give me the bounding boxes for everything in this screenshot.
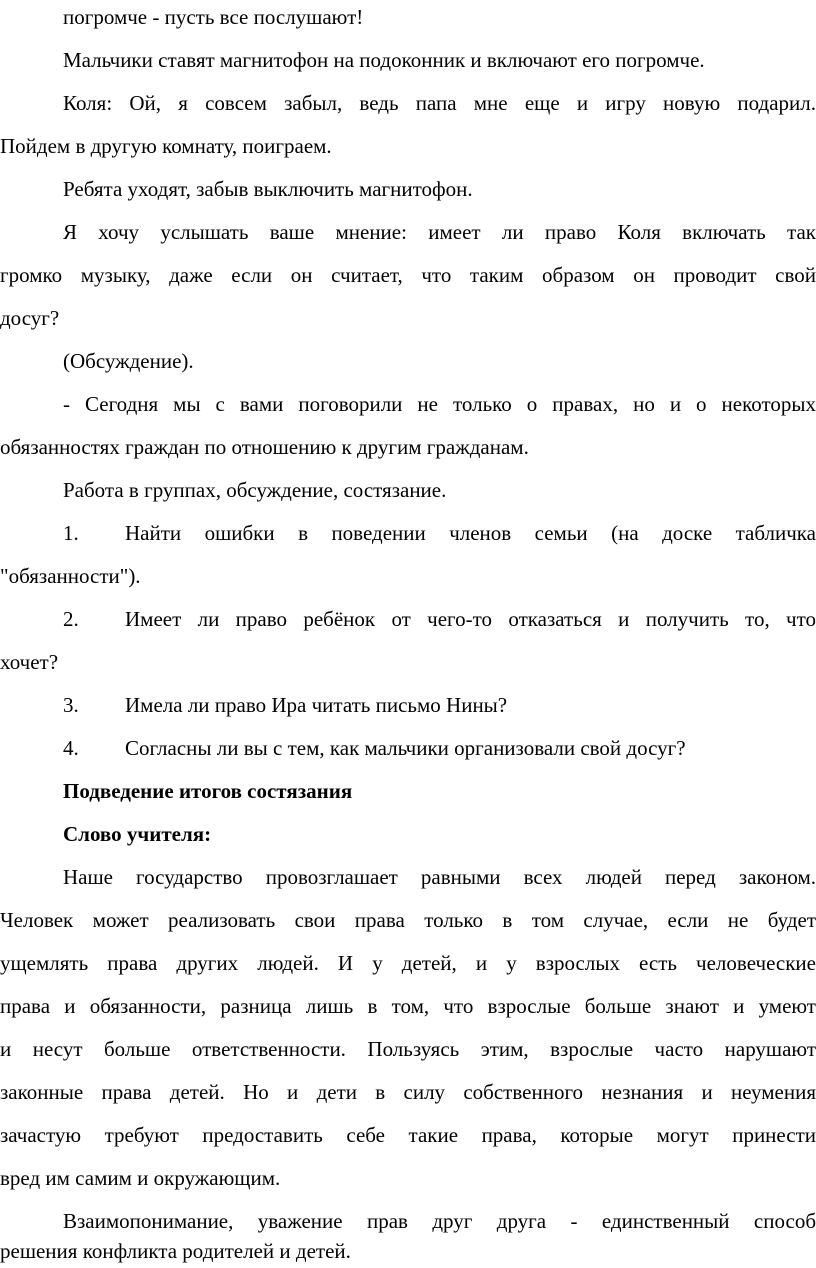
list-number: 1. xyxy=(63,521,79,545)
paragraph-line: погромче - пусть все послушают! xyxy=(63,5,364,29)
paragraph-line: - Сегодня мы с вами поговорили не только о правах, но и о некоторых xyxy=(63,392,816,416)
paragraph-line: вред им самим и окружающим. xyxy=(0,1166,281,1190)
list-item-text: "обязанности"). xyxy=(0,564,141,588)
list-item-text: Имела ли право Ира читать письмо Нины? xyxy=(125,693,508,717)
paragraph-line: ущемлять права других людей. И у детей, и у взрослых есть человеческие xyxy=(0,951,816,975)
list-item-text: Найти ошибки в поведении членов семьи (на доске табличка xyxy=(125,521,816,545)
paragraph-line: зачастую требуют предоставить себе такие права, которые могут принести xyxy=(0,1123,816,1147)
paragraph-line: Работа в группах, обсуждение, состязание. xyxy=(63,478,447,502)
paragraph-line: громко музыку, даже если он считает, что таким образом он проводит свой xyxy=(0,263,816,287)
paragraph-line: Наше государство провозглашает равными всех людей перед законом. xyxy=(63,865,816,889)
paragraph-line: досуг? xyxy=(0,306,60,330)
list-item-text: Согласны ли вы с тем, как мальчики организовали свой досуг? xyxy=(125,736,686,760)
paragraph-line: и несут больше ответственности. Пользуясь этим, взрослые часто нарушают xyxy=(0,1037,816,1061)
section-heading: Подведение итогов состязания xyxy=(63,779,353,803)
paragraph-line: Мальчики ставят магнитофон на подоконник и включают его погромче. xyxy=(63,48,705,72)
list-item-text: хочет? xyxy=(0,650,59,674)
list-item-text: Имеет ли право ребёнок от чего-то отказаться и получить то, что xyxy=(125,607,816,631)
paragraph-line: решения конфликта родителей и детей. xyxy=(0,1239,351,1263)
paragraph-line: обязанностях граждан по отношению к другим гражданам. xyxy=(0,435,529,459)
paragraph-line: (Обсуждение). xyxy=(63,349,194,373)
list-number: 4. xyxy=(63,736,79,760)
list-number: 2. xyxy=(63,607,79,631)
paragraph-line: Я хочу услышать ваше мнение: имеет ли право Коля включать так xyxy=(63,220,816,244)
paragraph-line: права и обязанности, разница лишь в том, что взрослые больше знают и умеют xyxy=(0,994,816,1018)
paragraph-line: Человек может реализовать свои права только в том случае, если не будет xyxy=(0,908,816,932)
paragraph-line: законные права детей. Но и дети в силу собственного незнания и неумения xyxy=(0,1080,816,1104)
list-number: 3. xyxy=(63,693,79,717)
paragraph-line: Коля: Ой, я совсем забыл, ведь папа мне еще и игру новую подарил. xyxy=(63,91,816,115)
paragraph-line: Взаимопонимание, уважение прав друг друга - единственный способ xyxy=(63,1209,816,1233)
paragraph-line: Ребята уходят, забыв выключить магнитофон. xyxy=(63,177,473,201)
paragraph-line: Пойдем в другую комнату, поиграем. xyxy=(0,134,332,158)
section-heading: Слово учителя: xyxy=(63,822,212,846)
